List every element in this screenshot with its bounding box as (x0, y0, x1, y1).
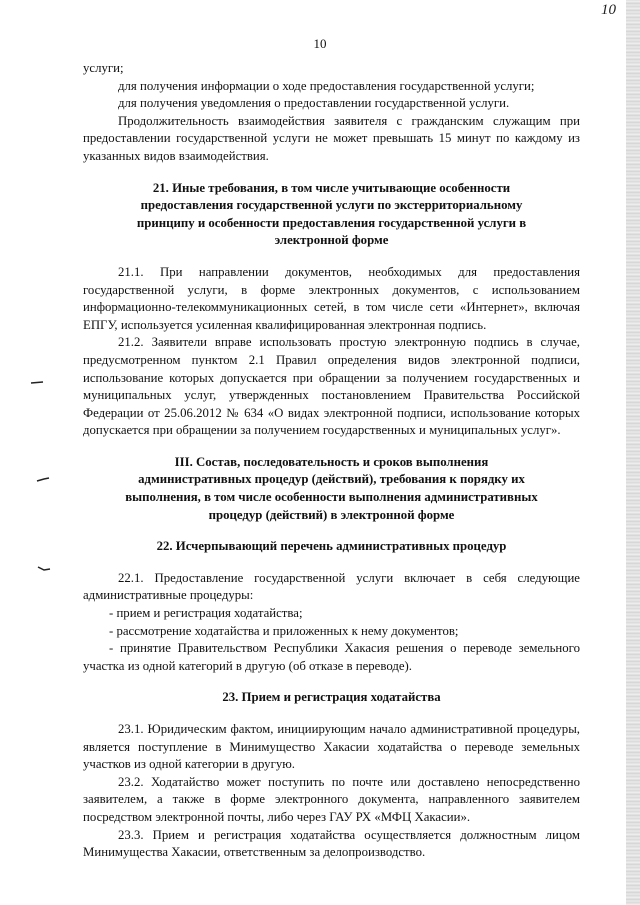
paragraph-23-1: 23.1. Юридическим фактом, инициирующим начало административной процедуры, является поступление в Минимущество Хакасии ходатайства о переводе земельных участков из одной категории в другую. (83, 722, 580, 772)
document-body (83, 60, 580, 862)
text-line: для получения уведомления о предоставлении государственной услуги. (118, 96, 510, 111)
paragraph-23-3: 23.3. Прием и регистрация ходатайства осуществляется должностным лицом Минимущества Хакасии, ответственным за делопроизводство. (83, 827, 580, 860)
page-number: 10 (313, 36, 327, 51)
text-line: для получения информации о ходе предоставления государственной услуги; (118, 78, 535, 93)
section-heading-iii: III. Состав, последовательность и сроков выполнения административных процедур (действий), требования к порядку их выполнения, в том числе особенности выполнения административных процедур (действий) в электронной форме (125, 454, 538, 522)
margin-mark (37, 566, 51, 569)
list-item: - рассмотрение ходатайства и приложенных к нему документов; (109, 623, 459, 638)
margin-mark (30, 381, 44, 384)
section-heading-22: 22. Исчерпывающий перечень административных процедур (156, 539, 507, 554)
list-item: - прием и регистрация ходатайства; (109, 606, 303, 621)
list-item: - принятие Правительством Республики Хакасия решения о переводе земельного участка из одной категорий в другую (об отказе в переводе). (83, 641, 580, 673)
text-line: услуги; (83, 61, 124, 75)
margin-mark (36, 477, 50, 480)
handwritten-page-mark: 10 (601, 2, 616, 18)
paragraph: Продолжительность взаимодействия заявителя с гражданским служащим при предоставлении государственной услуги не может превышать 15 минут по каждому из указанных видов взаимодействия. (83, 113, 580, 163)
paragraph-22-1: 22.1. Предоставление государственной услуги включает в себя следующие административные процедуры: (83, 570, 580, 603)
section-heading-21: 21. Иные требования, в том числе учитывающие особенности предоставления государственной услуги по экстерриториальному принципу и особенности предоставления государственной услуги в электронной форме (136, 180, 527, 248)
paragraph-21-1: 21.1. При направлении документов, необходимых для предоставления государственной услуги, в форме электронных документов, с использованием информационно-телекоммуникационных сетей, в том числе сети «Интернет», включая ЕПГУ, используется усиленная квалифицированная электронная подпись. (83, 264, 580, 332)
paragraph-23-2: 23.2. Ходатайство может поступить по почте или доставлено непосредственно заявителем, а также в форме электронного документа, направленного заявителем посредством электронной почты, либо через ГАУ РХ «МФЦ Хакасии». (83, 774, 580, 824)
paragraph-21-2: 21.2. Заявители вправе использовать простую электронную подпись в случае, предусмотренном пунктом 2.1 Правил определения видов электронной подписи, использование которых допускается при обращении за получением государственных и муниципальных услуг, утвержденных постановлением Правительства Российской Федерации от 25.06.2012 № 634 «О видах электронной подписи, использование которых допускается при обращении за получением государственных и муниципальных услуг». (83, 335, 580, 438)
scan-edge-shadow (626, 0, 640, 905)
section-heading-23: 23. Прием и регистрация ходатайства (222, 690, 441, 705)
